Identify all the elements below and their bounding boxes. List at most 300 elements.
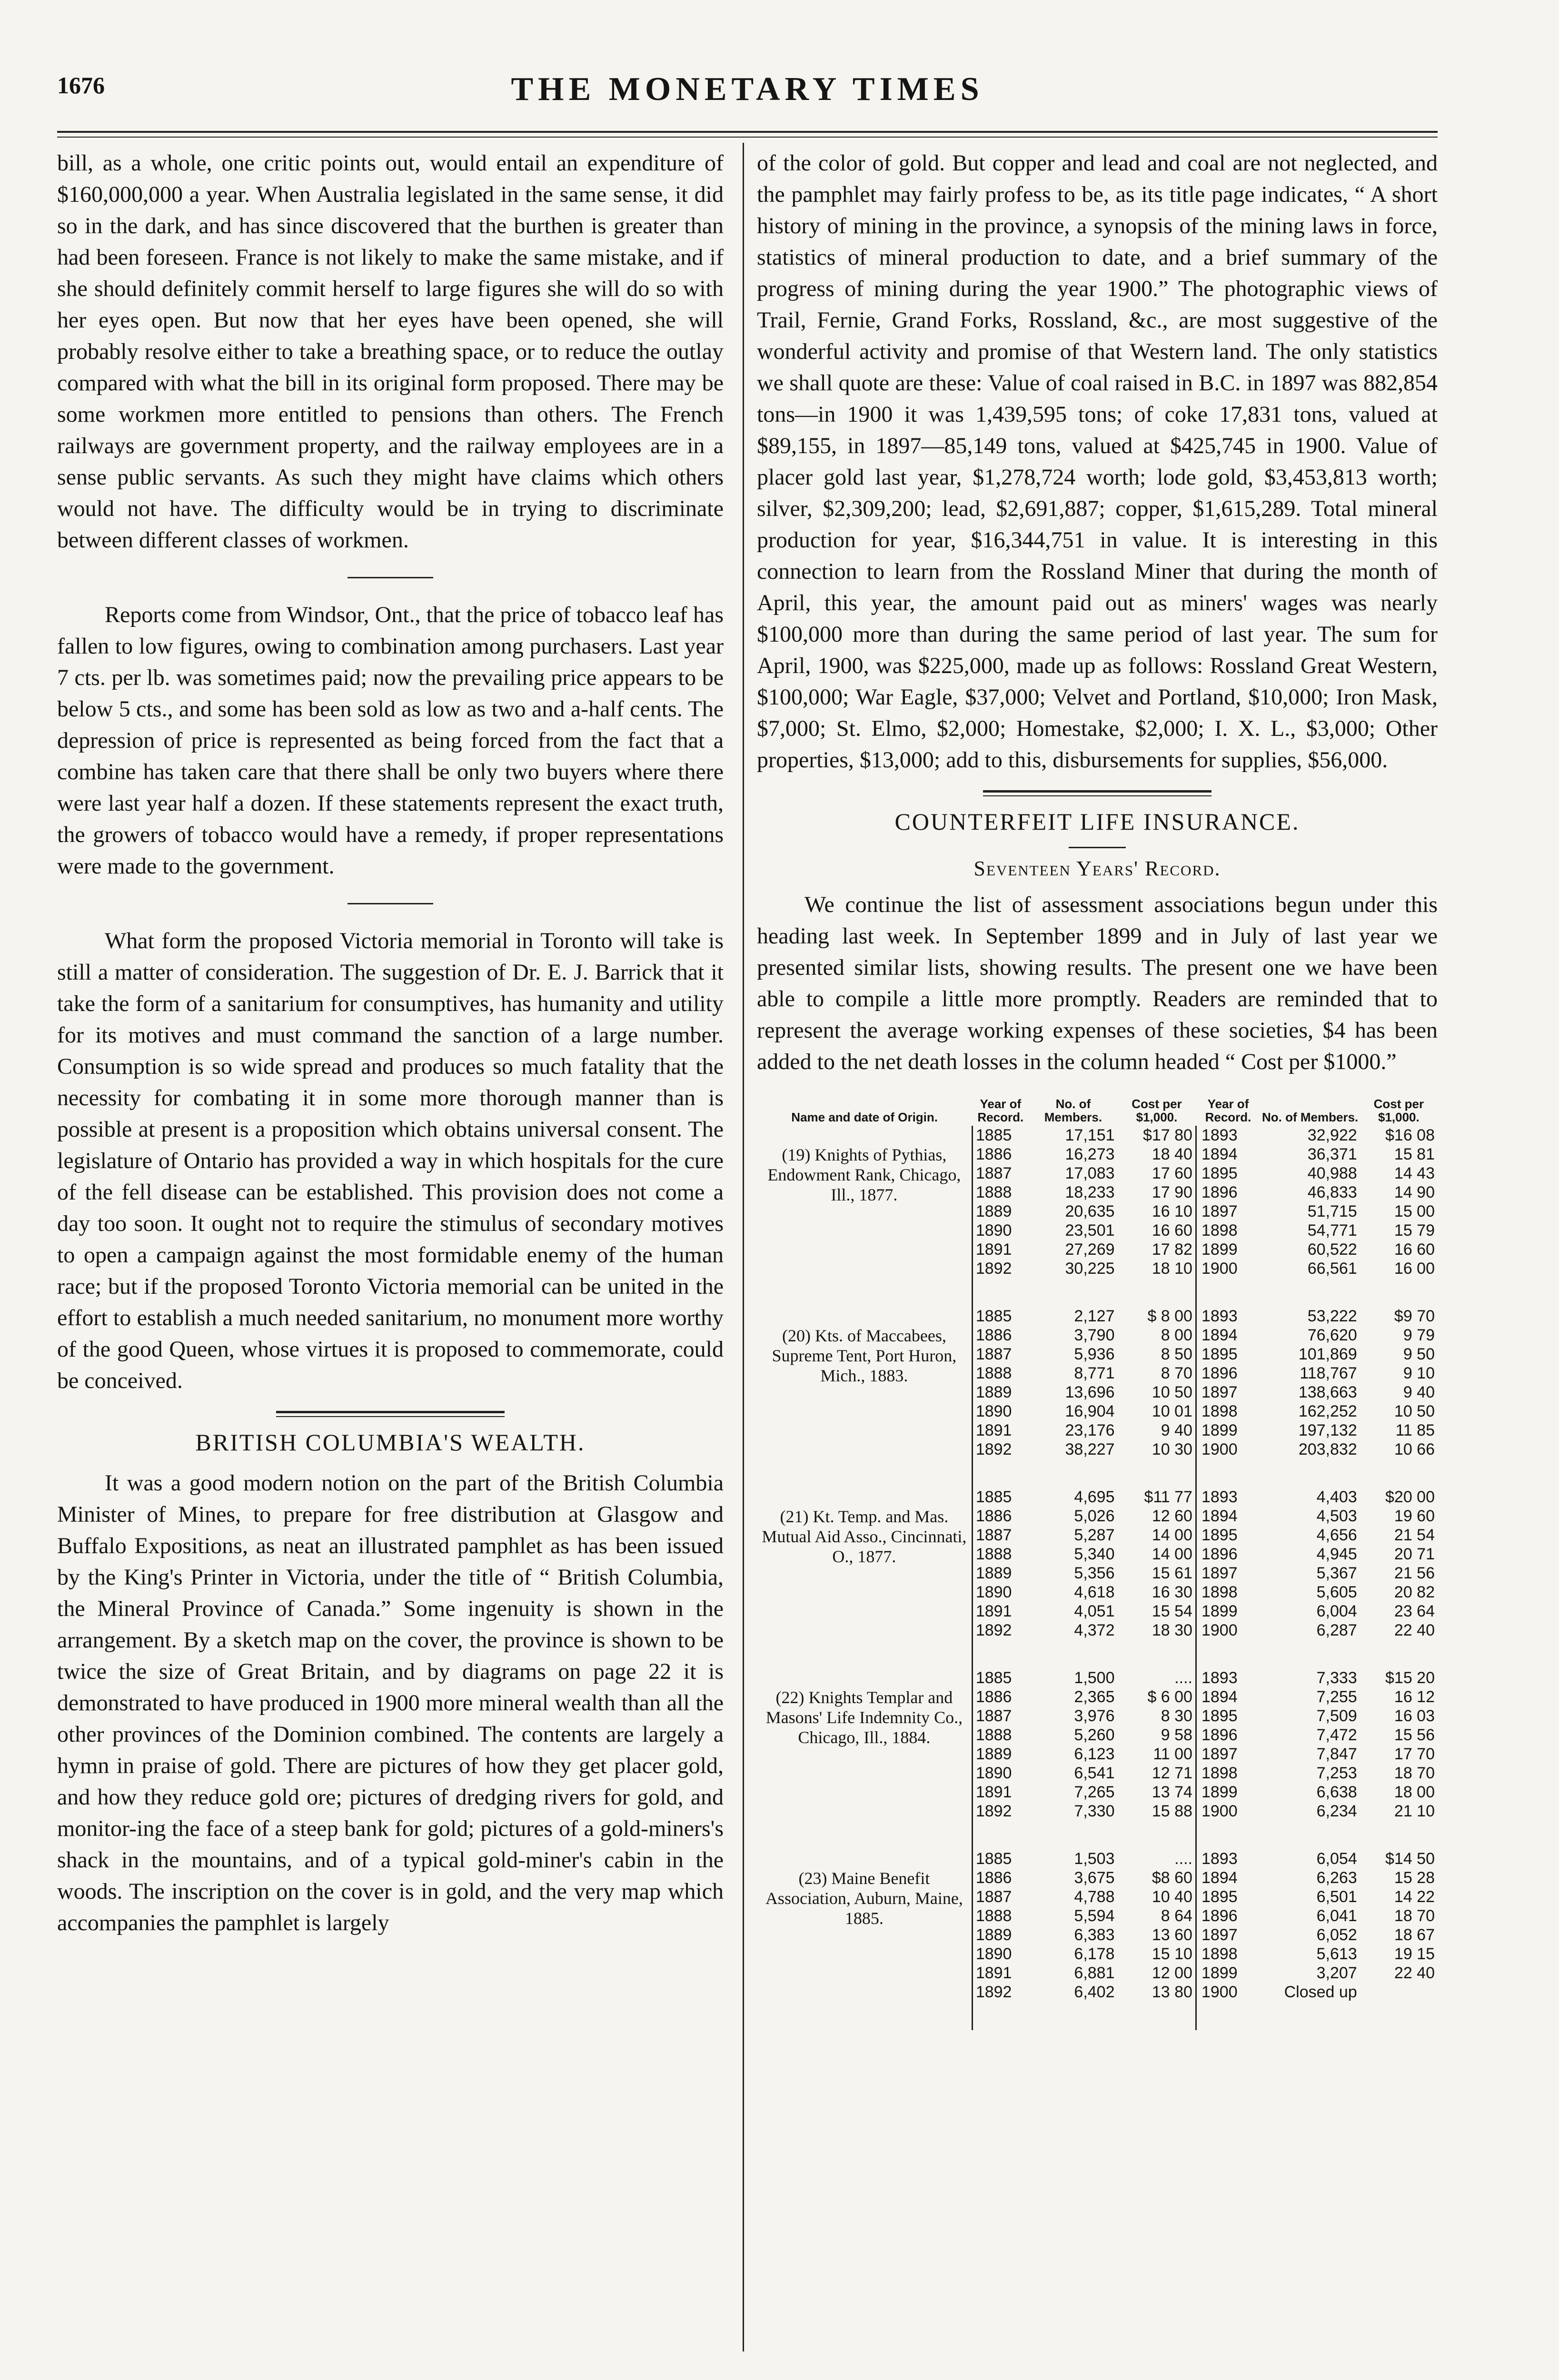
association-name: (19) Knights of Pythias, Endowment Rank, Chicago, Ill., 1877. — [767, 1145, 961, 1204]
table-cell-value: 9 79 — [1403, 1326, 1435, 1344]
table-cell-value: 15 54 — [1152, 1602, 1192, 1620]
table-cell-value: 1888 — [975, 1183, 1012, 1201]
table-cell-value: 1885 — [975, 1307, 1012, 1325]
table-cell-value: 1886 — [975, 1507, 1012, 1525]
table-cell-value: 1896 — [1201, 1907, 1238, 1925]
table-cell-value: 18 70 — [1394, 1764, 1435, 1782]
table-cell-value: 1889 — [975, 1926, 1012, 1944]
cost-cell — [1360, 1488, 1438, 1668]
cost-cell — [1118, 1126, 1196, 1307]
table-cell-value: 1896 — [1201, 1183, 1238, 1201]
table-cell-value: 18 10 — [1152, 1259, 1192, 1278]
table-cell-value: 1887 — [975, 1707, 1012, 1725]
table-row — [757, 1849, 1438, 2030]
table-cell-value: 4,503 — [1316, 1507, 1357, 1525]
table-cell-value — [1363, 1983, 1435, 2002]
table-cell-value: 14 43 — [1394, 1164, 1435, 1182]
table-cell-value: 203,832 — [1298, 1440, 1357, 1458]
table-cell-value: 19 60 — [1394, 1507, 1435, 1525]
table-cell-value: 118,767 — [1300, 1364, 1357, 1382]
table-cell-value: 6,541 — [1074, 1764, 1115, 1782]
table-cell-value: 5,594 — [1074, 1907, 1115, 1925]
table-cell-value: 13,696 — [1065, 1383, 1115, 1401]
table-row — [757, 1488, 1438, 1668]
members-cell — [1029, 1126, 1117, 1307]
table-cell-value: 7,847 — [1316, 1745, 1357, 1763]
table-cell-value: 7,253 — [1316, 1764, 1357, 1782]
table-cell-value: 8,771 — [1074, 1364, 1115, 1382]
table-cell-value: 7,255 — [1316, 1688, 1357, 1706]
table-cell-value: 1893 — [1201, 1669, 1238, 1687]
table-cell-value: 6,263 — [1316, 1869, 1357, 1887]
table-cell-value: 66,561 — [1307, 1259, 1357, 1278]
table-cell-value: 10 01 — [1152, 1402, 1192, 1420]
table-cell-value: 101,869 — [1298, 1345, 1357, 1363]
table-cell-value: 1896 — [1201, 1364, 1238, 1382]
table-cell-value: 1898 — [1201, 1583, 1238, 1601]
table-cell-value: 14 90 — [1394, 1183, 1435, 1201]
table-cell-value: 1888 — [975, 1545, 1012, 1563]
table-cell-value: 38,227 — [1065, 1440, 1115, 1458]
table-cell-value: 1891 — [975, 1602, 1012, 1620]
header-year: Year of Record. — [977, 1097, 1024, 1124]
table-cell-value: 15 00 — [1394, 1202, 1435, 1220]
cost-cell — [1360, 1849, 1438, 2030]
table-cell-value: 1897 — [1201, 1383, 1238, 1401]
table-cell-value: $16 08 — [1385, 1126, 1435, 1144]
members-cell — [1261, 1126, 1360, 1307]
cost-cell — [1360, 1668, 1438, 1849]
table-cell-value: 5,260 — [1074, 1726, 1115, 1744]
members-cell — [1029, 1668, 1117, 1849]
section-title-counterfeit-insurance: COUNTERFEIT LIFE INSURANCE. — [894, 808, 1300, 835]
table-cell-value: 1899 — [1201, 1602, 1238, 1620]
table-cell-value: 1890 — [975, 1945, 1012, 1963]
section-divider — [1069, 847, 1126, 848]
header-rule-thin — [57, 137, 1438, 138]
table-cell-value: 9 40 — [1403, 1383, 1435, 1401]
association-name: (23) Maine Benefit Association, Auburn, Maine, 1885. — [765, 1869, 963, 1928]
table-cell-value: 16 12 — [1394, 1688, 1435, 1706]
table-cell-value: 1900 — [1201, 1440, 1238, 1458]
header-cost: Cost per $1,000. — [1132, 1097, 1182, 1124]
table-cell-value: 3,976 — [1074, 1707, 1115, 1725]
table-cell-value: 3,790 — [1074, 1326, 1115, 1344]
table-cell-value: 1888 — [975, 1907, 1012, 1925]
table-cell-value: 17,083 — [1065, 1164, 1115, 1182]
table-cell-value: 1886 — [975, 1869, 1012, 1887]
table-cell-value: 16,273 — [1065, 1145, 1115, 1163]
table-cell-value: 19 15 — [1394, 1945, 1435, 1963]
article-paragraph: What form the proposed Victoria memorial in Toronto will take is still a matter of consideration. The suggestion of Dr. E. J. Barrick that it take the form of a sanitarium for consumptives, has humanity and utility for its motives and must command the sanction of a large number. Consumption is so wide spread and produces so much fatality that the necessity for combating it in some more thorough manner than is possible at present is a proposition which obtains universal consent. The legislature of Ontario has provided a way in which hospitals for the cure of the fell disease can be established. This provision does not come a day too soon. It ought not to require the stimulus of secondary motives to open a campaign against the most formidable enemy of the human race; but if the proposed Toronto Victoria memorial can be united in the effort to establish a much needed sanitarium, no monument more worthy of the good Queen, whose virtues it is proposed to commemorate, could be conceived. — [57, 928, 724, 1393]
section-subtitle: Seventeen Years' Record. — [973, 857, 1221, 880]
table-cell-value: 21 56 — [1394, 1564, 1435, 1582]
table-cell-value: 1898 — [1201, 1945, 1238, 1963]
table-cell-value: 14 00 — [1152, 1545, 1192, 1563]
table-cell-value: 1885 — [975, 1126, 1012, 1144]
association-name: (21) Kt. Temp. and Mas. Mutual Aid Asso., Cincinnati, O., 1877. — [762, 1507, 967, 1566]
table-cell-value: 10 66 — [1394, 1440, 1435, 1458]
table-cell-value: 23,501 — [1065, 1221, 1115, 1240]
table-cell-value: 1,503 — [1074, 1850, 1115, 1868]
table-cell-value: 6,881 — [1074, 1964, 1115, 1982]
table-cell-value: 1885 — [975, 1669, 1012, 1687]
table-cell-value: 15 61 — [1152, 1564, 1192, 1582]
table-cell-value: 5,605 — [1316, 1583, 1357, 1601]
right-column — [757, 148, 1438, 2030]
table-cell-value: 76,620 — [1307, 1326, 1357, 1344]
table-cell-value: 20 71 — [1394, 1545, 1435, 1563]
table-cell-value: 1899 — [1201, 1421, 1238, 1439]
table-cell-value: 15 81 — [1394, 1145, 1435, 1163]
table-cell-value: 1887 — [975, 1526, 1012, 1544]
table-cell-value: 36,371 — [1307, 1145, 1357, 1163]
year-cell — [972, 1668, 1029, 1849]
year-cell — [1196, 1849, 1260, 2030]
header-cost: Cost per $1,000. — [1373, 1097, 1424, 1124]
members-cell — [1029, 1849, 1117, 2030]
table-cell-value: $15 20 — [1385, 1669, 1435, 1687]
table-cell-value: 5,936 — [1074, 1345, 1115, 1363]
table-cell-value: 18 00 — [1394, 1783, 1435, 1801]
table-cell-value: 17,151 — [1065, 1126, 1115, 1144]
table-cell-value: 1899 — [1201, 1964, 1238, 1982]
table-cell-value: 16,904 — [1065, 1402, 1115, 1420]
year-cell — [972, 1849, 1029, 2030]
table-cell-value: 1888 — [975, 1364, 1012, 1382]
table-cell-value: 1898 — [1201, 1402, 1238, 1420]
table-cell-value: 4,656 — [1316, 1526, 1357, 1544]
table-cell-value: 5,287 — [1074, 1526, 1115, 1544]
table-cell-value: 3,675 — [1074, 1869, 1115, 1887]
table-cell-value: 23,176 — [1065, 1421, 1115, 1439]
cost-cell — [1118, 1488, 1196, 1668]
table-cell-value: 9 40 — [1161, 1421, 1192, 1439]
table-cell-value: 6,638 — [1316, 1783, 1357, 1801]
table-cell-value: 1890 — [975, 1764, 1012, 1782]
table-cell-value: 11 85 — [1395, 1421, 1435, 1439]
table-cell-value: 1887 — [975, 1888, 1012, 1906]
table-cell-value: 22 40 — [1394, 1964, 1435, 1982]
table-cell-value: 53,222 — [1307, 1307, 1357, 1325]
table-cell-value: 6,287 — [1316, 1621, 1357, 1639]
cost-cell — [1360, 1307, 1438, 1488]
table-cell-value: 21 10 — [1394, 1802, 1435, 1820]
table-cell-value: 5,613 — [1316, 1945, 1357, 1963]
table-cell-value: 2,127 — [1074, 1307, 1115, 1325]
association-name: (22) Knights Templar and Masons' Life Indemnity Co., Chicago, Ill., 1884. — [765, 1688, 963, 1747]
table-cell-value: 1894 — [1201, 1507, 1238, 1525]
table-cell-value: 1897 — [1201, 1926, 1238, 1944]
article-paragraph: Reports come from Windsor, Ont., that the price of tobacco leaf has fallen to low figures, owing to combination among purchasers. Last year 7 cts. per lb. was sometimes paid; now the prevailing price appears to be below 5 cts., and some has been sold as low as two and a-half cents. The depression of price is represented as being forced from the fact that a combine has taken care that there shall be only two buyers where there were last year half a dozen. If these statements represent the exact truth, the growers of tobacco would have a remedy, if proper representations were made to the government. — [57, 602, 724, 879]
table-cell-value: 7,472 — [1316, 1726, 1357, 1744]
table-cell-value: 1897 — [1201, 1202, 1238, 1220]
table-cell-value: 162,252 — [1298, 1402, 1357, 1420]
year-cell — [1196, 1668, 1260, 1849]
left-column — [57, 148, 724, 1939]
table-header-row — [757, 1097, 1438, 1126]
table-cell-value: 197,132 — [1298, 1421, 1357, 1439]
table-cell-value: 18,233 — [1065, 1183, 1115, 1201]
section-title-bc-wealth: BRITISH COLUMBIA'S WEALTH. — [195, 1429, 586, 1456]
table-cell-value: 1887 — [975, 1345, 1012, 1363]
table-cell-value: 4,695 — [1074, 1488, 1115, 1506]
table-cell-value: 1895 — [1201, 1345, 1238, 1363]
table-cell-value: $11 77 — [1144, 1488, 1192, 1506]
table-cell-value: 13 60 — [1152, 1926, 1192, 1944]
table-cell-value: 10 50 — [1394, 1402, 1435, 1420]
table-cell-value: 1894 — [1201, 1688, 1238, 1706]
table-cell-value: 16 60 — [1152, 1221, 1192, 1240]
table-cell-value: 6,402 — [1074, 1983, 1115, 2001]
table-cell-value: 1885 — [975, 1488, 1012, 1506]
header-rule — [57, 131, 1438, 133]
table-cell-value: 6,123 — [1074, 1745, 1115, 1763]
table-cell-value: 12 00 — [1152, 1964, 1192, 1982]
table-cell-value: 9 50 — [1403, 1345, 1435, 1363]
cost-cell — [1118, 1849, 1196, 2030]
table-cell-value: $20 00 — [1385, 1488, 1435, 1506]
table-cell-value: 12 60 — [1152, 1507, 1192, 1525]
table-cell-value: 6,004 — [1316, 1602, 1357, 1620]
table-cell-value: 1898 — [1201, 1221, 1238, 1240]
table-cell-value: 1895 — [1201, 1526, 1238, 1544]
members-cell — [1261, 1307, 1360, 1488]
table-cell-value: 1889 — [975, 1202, 1012, 1220]
table-cell-value: Closed up — [1284, 1983, 1357, 2001]
table-cell-value: 1900 — [1201, 1259, 1238, 1278]
insurance-record-table — [757, 1097, 1438, 2030]
table-cell-value: 1891 — [975, 1964, 1012, 1982]
header-name: Name and date of Origin. — [791, 1110, 938, 1124]
page-header — [57, 62, 1438, 129]
table-cell-value: 60,522 — [1307, 1240, 1357, 1259]
table-cell-value: 4,403 — [1316, 1488, 1357, 1506]
article-paragraph: We continue the list of assessment associations begun under this heading last week. In September 1899 and in July of last year we presented similar lists, showing results. The present one we have been able to compile a little more promptly. Readers are reminded that to represent the average working expenses of these societies, $4 has been added to the net death losses in the column headed “ Cost per $1000.” — [757, 892, 1438, 1074]
table-cell-value: 30,225 — [1065, 1259, 1115, 1278]
table-cell-value: 1,500 — [1074, 1669, 1115, 1687]
table-cell-value: 12 71 — [1152, 1764, 1192, 1782]
table-cell-value: 1890 — [975, 1583, 1012, 1601]
table-cell-value: 6,383 — [1074, 1926, 1115, 1944]
table-cell-value: 6,234 — [1316, 1802, 1357, 1820]
cost-cell — [1118, 1668, 1196, 1849]
table-cell-value: 1893 — [1201, 1307, 1238, 1325]
table-cell-value: 20,635 — [1065, 1202, 1115, 1220]
table-cell-value: 5,367 — [1316, 1564, 1357, 1582]
header-year: Year of Record. — [1205, 1097, 1251, 1124]
table-cell-value: 15 56 — [1394, 1726, 1435, 1744]
cost-cell — [1118, 1307, 1196, 1488]
table-row — [757, 1307, 1438, 1488]
table-cell-value: 6,178 — [1074, 1945, 1115, 1963]
table-cell-value: 1896 — [1201, 1545, 1238, 1563]
table-cell-value: 1891 — [975, 1783, 1012, 1801]
members-cell — [1261, 1488, 1360, 1668]
table-cell-value: 1885 — [975, 1850, 1012, 1868]
table-cell-value: 1899 — [1201, 1783, 1238, 1801]
page-number: 1676 — [57, 72, 105, 99]
table-cell-value: 2,365 — [1074, 1688, 1115, 1706]
table-cell-value: 1900 — [1201, 1802, 1238, 1820]
table-cell-value: 5,356 — [1074, 1564, 1115, 1582]
table-cell-value: 18 67 — [1394, 1926, 1435, 1944]
table-cell-value: 8 00 — [1161, 1326, 1192, 1344]
table-cell-value: 1892 — [975, 1621, 1012, 1639]
table-cell-value: 10 30 — [1152, 1440, 1192, 1458]
table-cell-value: 1888 — [975, 1726, 1012, 1744]
table-cell-value: 5,026 — [1074, 1507, 1115, 1525]
table-cell-value: 14 00 — [1152, 1526, 1192, 1544]
masthead-title: THE MONETARY TIMES — [511, 71, 984, 108]
table-cell-value: $14 50 — [1385, 1850, 1435, 1868]
table-cell-value: $ 8 00 — [1147, 1307, 1192, 1325]
table-cell-value: 16 30 — [1152, 1583, 1192, 1601]
table-cell-value: .... — [1174, 1850, 1192, 1868]
table-cell-value: 1895 — [1201, 1707, 1238, 1725]
table-cell-value: 54,771 — [1307, 1221, 1357, 1240]
table-cell-value: 1886 — [975, 1326, 1012, 1344]
table-cell-value: 22 40 — [1394, 1621, 1435, 1639]
table-cell-value: 10 40 — [1152, 1888, 1192, 1906]
table-cell-value: 1886 — [975, 1688, 1012, 1706]
year-cell — [972, 1307, 1029, 1488]
table-cell-value: 7,333 — [1316, 1669, 1357, 1687]
table-cell-value: 1899 — [1201, 1240, 1238, 1259]
table-cell-value: 13 80 — [1152, 1983, 1192, 2001]
table-cell-value: 1887 — [975, 1164, 1012, 1182]
table-cell-value: 4,618 — [1074, 1583, 1115, 1601]
table-cell-value: 1892 — [975, 1802, 1012, 1820]
members-cell — [1261, 1668, 1360, 1849]
table-cell-value: 9 10 — [1403, 1364, 1435, 1382]
table-cell-value: 6,041 — [1316, 1907, 1357, 1925]
table-cell-value: 27,269 — [1065, 1240, 1115, 1259]
table-cell-value: 4,051 — [1074, 1602, 1115, 1620]
table-cell-value: 1895 — [1201, 1164, 1238, 1182]
article-paragraph: of the color of gold. But copper and lead and coal are not neglected, and the pamphlet may fairly profess to be, as its title page indicates, “ A short history of mining in the province, a synopsis of the mining laws in force, statistics of mineral production to date, and a brief summary of the progress of mining during the year 1900.” The photographic views of Trail, Fernie, Grand Forks, Rossland, &c., are most suggestive of the wonderful activity and promise of that Western land. The only statistics we shall quote are these: Value of coal raised in B.C. in 1897 was 882,854 tons—in 1900 it was 1,439,595 tons; of coke 17,831 tons, valued at $89,155, in 1897—85,149 tons, valued at $425,745 in 1900. Value of placer gold last year, $1,278,724 worth; lode gold, $3,453,813 worth; silver, $2,309,200; lead, $2,691,887; copper, $1,615,289. Total mineral production for year, $16,344,751 in value. It is interesting in this connection to learn from the Rossland Miner that during the month of April, this year, the amount paid out as miners' wages was nearly $100,000 more than during the same period of last year. The sum for April, 1900, was $225,000, made up as follows: Rossland Great Western, $100,000; War Eagle, $37,000; Velvet and Portland, $10,000; Iron Mask, $7,000; St. Elmo, $2,000; Homestake, $2,000; I. X. L., $3,000; Other properties, $13,000; add to this, disbursements for supplies, $56,000. — [757, 150, 1438, 773]
year-cell — [972, 1126, 1029, 1307]
table-cell-value: 1900 — [1201, 1983, 1238, 2001]
table-cell-value: 1897 — [1201, 1745, 1238, 1763]
article-paragraph: It was a good modern notion on the part of the British Columbia Minister of Mines, to prepare for free distribution at Glasgow and Buffalo Expositions, as neat an illustrated pamphlet as has been issued by the King's Printer in Victoria, under the title of “ British Columbia, the Mineral Province of Canada.” Some ingenuity is shown in the arrangement. By a sketch map on the cover, the province is shown to be twice the size of Great Britain, and by diagrams on page 22 it is demonstrated to have produced in 1900 more mineral wealth than all the other provinces of the Dominion combined. The contents are largely a hymn in praise of gold. There are pictures of how they get placer gold, and how they reduce gold ore; pictures of dredging rivers for gold, and monitor-ing the face of a steep bank for gold; pictures of a gold-miners's shack in the mountains, and of a typical gold-miner's cabin in the woods. The inscription on the cover is in gold, and the very map which accompanies the pamphlet is largely — [57, 1470, 724, 1935]
members-cell — [1029, 1307, 1117, 1488]
article-paragraph: bill, as a whole, one critic points out, would entail an expenditure of $160,000,000 a year. When Australia legislated in the same sense, it did so in the dark, and has since discovered that the burthen is greater than had been foreseen. France is not likely to make the same mistake, and if she should definitely commit herself to large figures she will do so with her eyes open. But now that her eyes have been opened, she will probably resolve either to take a breathing space, or to reduce the outlay compared with what the bill in its original form proposed. There may be some workmen more entitled to pensions than others. The French railways are government property, and the railway employees are in a sense public servants. As such they might have claims which others would not have. The difficulty would be in trying to discriminate between different classes of workmen. — [57, 150, 724, 553]
table-cell-value: 16 10 — [1152, 1202, 1192, 1220]
table-cell-value: 6,501 — [1316, 1888, 1357, 1906]
table-cell-value: 1889 — [975, 1745, 1012, 1763]
table-cell-value: 1894 — [1201, 1869, 1238, 1887]
section-divider — [348, 577, 433, 578]
table-cell-value: 15 88 — [1152, 1802, 1192, 1820]
section-double-rule — [983, 790, 1211, 796]
table-cell-value: 17 70 — [1394, 1745, 1435, 1763]
table-cell-value: 6,052 — [1316, 1926, 1357, 1944]
table-cell-value: 13 74 — [1152, 1783, 1192, 1801]
table-cell-value: $17 80 — [1142, 1126, 1192, 1144]
table-cell-value: 138,663 — [1298, 1383, 1357, 1401]
table-cell-value: 8 30 — [1161, 1707, 1192, 1725]
table-cell-value: 18 30 — [1152, 1621, 1192, 1639]
table-cell-value: $ 6 00 — [1147, 1688, 1192, 1706]
table-row — [757, 1668, 1438, 1849]
table-cell-value: 1892 — [975, 1983, 1012, 2001]
table-cell-value: 16 60 — [1394, 1240, 1435, 1259]
table-cell-value: 1892 — [975, 1440, 1012, 1458]
year-cell — [972, 1488, 1029, 1668]
table-cell-value: 1886 — [975, 1145, 1012, 1163]
table-body — [757, 1126, 1438, 2030]
table-cell-value: 8 70 — [1161, 1364, 1192, 1382]
header-members: No. of Members. — [1044, 1097, 1102, 1124]
table-cell-value: 1889 — [975, 1383, 1012, 1401]
table-cell-value: 17 60 — [1152, 1164, 1192, 1182]
table-cell-value: 1890 — [975, 1221, 1012, 1240]
table-cell-value: 6,054 — [1316, 1850, 1357, 1868]
table-cell-value: 17 82 — [1152, 1240, 1192, 1259]
table-cell-value: 1893 — [1201, 1488, 1238, 1506]
table-cell-value: 9 58 — [1161, 1726, 1192, 1744]
table-cell-value: 4,945 — [1316, 1545, 1357, 1563]
table-cell-value: 10 50 — [1152, 1383, 1192, 1401]
table-cell-value: 5,340 — [1074, 1545, 1115, 1563]
table-cell-value: 15 10 — [1152, 1945, 1192, 1963]
table-cell-value: 14 22 — [1394, 1888, 1435, 1906]
header-members: No. of Members. — [1262, 1110, 1359, 1124]
table-cell-value: 1892 — [975, 1259, 1012, 1278]
table-cell-value: 20 82 — [1394, 1583, 1435, 1601]
table-cell-value: 21 54 — [1394, 1526, 1435, 1544]
table-cell-value: 8 50 — [1161, 1345, 1192, 1363]
table-cell-value: 1897 — [1201, 1564, 1238, 1582]
table-cell-value: 16 03 — [1394, 1707, 1435, 1725]
table-cell-value: $9 70 — [1394, 1307, 1435, 1325]
table-cell-value: 1896 — [1201, 1726, 1238, 1744]
members-cell — [1261, 1849, 1360, 2030]
table-cell-value: 1895 — [1201, 1888, 1238, 1906]
table-cell-value: 11 00 — [1153, 1745, 1192, 1763]
table-cell-value: 18 70 — [1394, 1907, 1435, 1925]
table-cell-value: 23 64 — [1394, 1602, 1435, 1620]
year-cell — [1196, 1126, 1260, 1307]
table-cell-value: 1889 — [975, 1564, 1012, 1582]
table-cell-value: 3,207 — [1316, 1964, 1357, 1982]
table-cell-value: 4,788 — [1074, 1888, 1115, 1906]
table-cell-value: 1891 — [975, 1421, 1012, 1439]
section-double-rule — [276, 1411, 505, 1417]
table-cell-value: 1894 — [1201, 1145, 1238, 1163]
table-cell-value: 1898 — [1201, 1764, 1238, 1782]
cost-cell — [1360, 1126, 1438, 1307]
association-name: (20) Kts. of Maccabees, Supreme Tent, Port Huron, Mich., 1883. — [772, 1326, 957, 1385]
table-cell-value: 1893 — [1201, 1126, 1238, 1144]
year-cell — [1196, 1488, 1260, 1668]
year-cell — [1196, 1307, 1260, 1488]
column-divider — [743, 143, 744, 2351]
table-cell-value: 46,833 — [1307, 1183, 1357, 1201]
members-cell — [1029, 1488, 1117, 1668]
table-cell-value: 7,265 — [1074, 1783, 1115, 1801]
table-cell-value: 1891 — [975, 1240, 1012, 1259]
table-cell-value: 17 90 — [1152, 1183, 1192, 1201]
table-cell-value: 16 00 — [1394, 1259, 1435, 1278]
table-cell-value: 7,509 — [1316, 1707, 1357, 1725]
table-cell-value: 51,715 — [1307, 1202, 1357, 1220]
section-divider — [348, 903, 433, 904]
table-cell-value: $8 60 — [1152, 1869, 1192, 1887]
table-row — [757, 1126, 1438, 1307]
table-cell-value: 40,988 — [1307, 1164, 1357, 1182]
